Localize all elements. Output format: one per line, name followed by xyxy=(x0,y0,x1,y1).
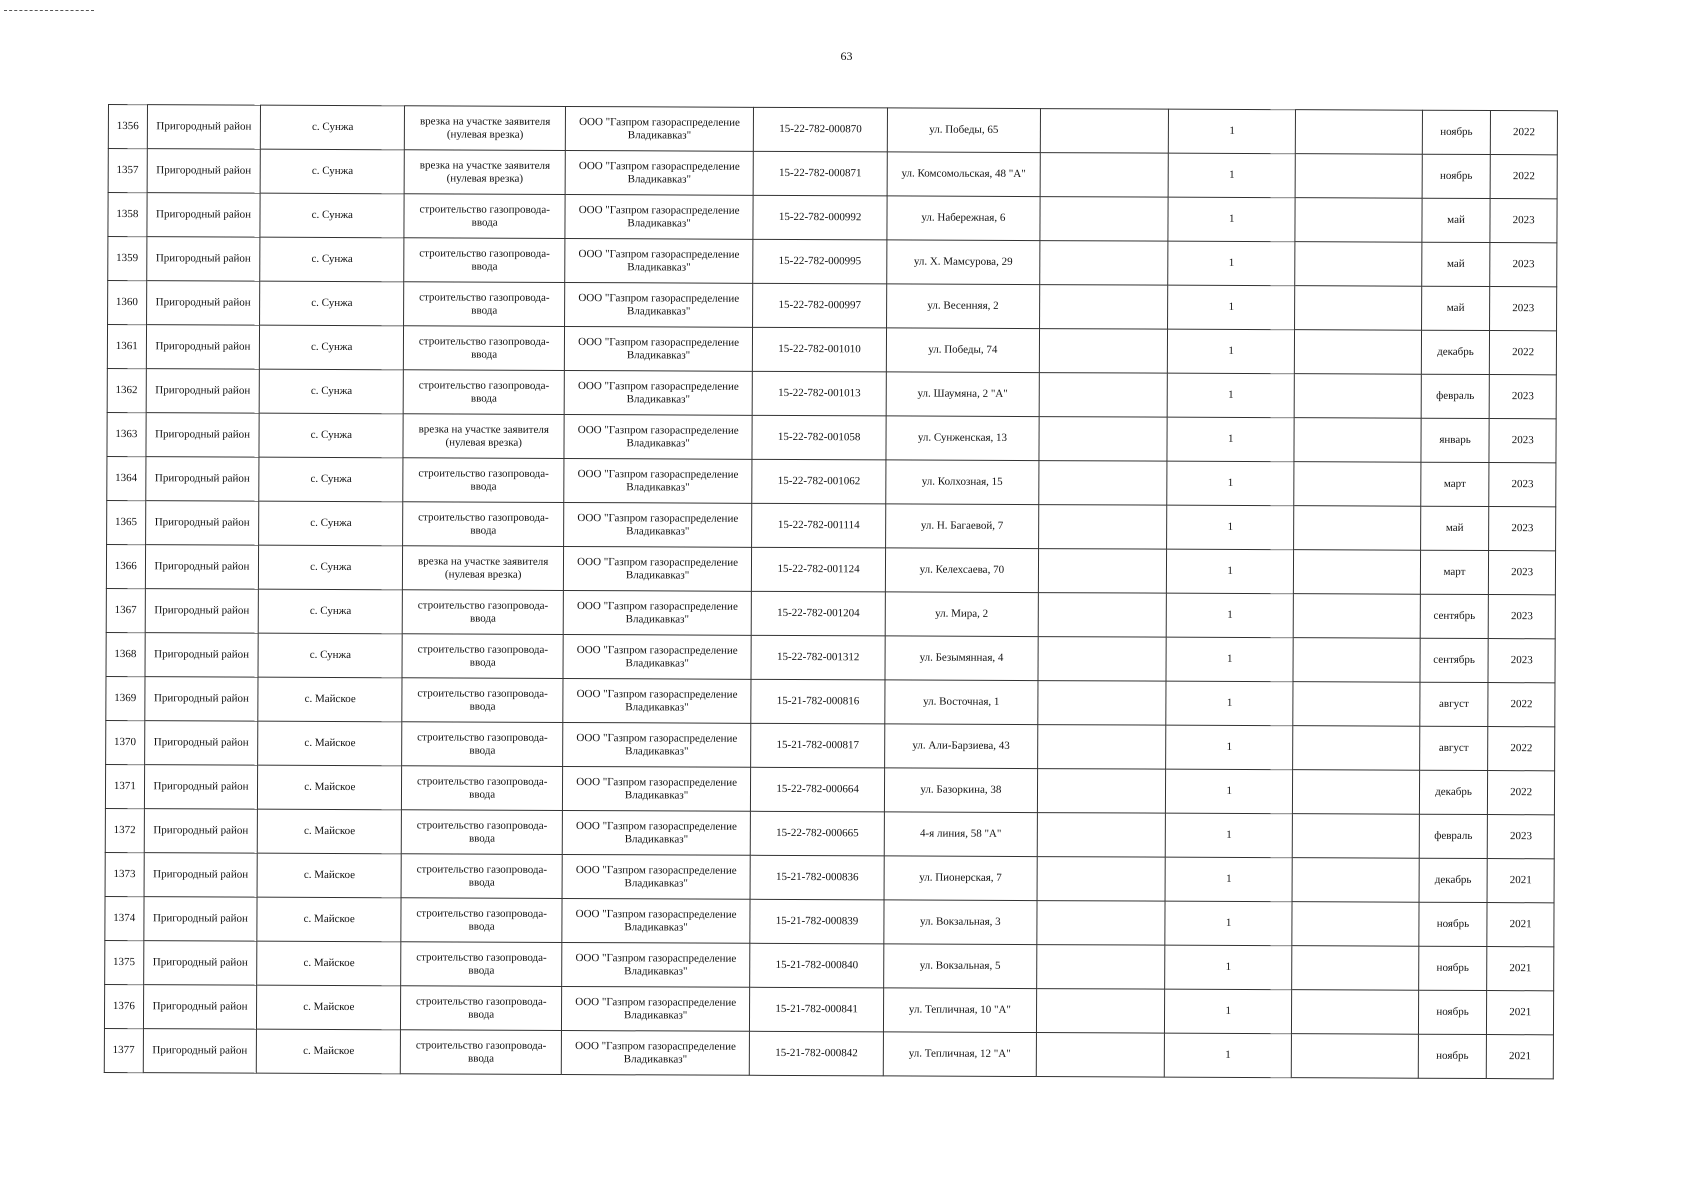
organization-cell: ООО "Газпром газораспределение Владикавказ" xyxy=(562,986,750,1031)
empty-cell xyxy=(1295,242,1422,287)
organization-cell: ООО "Газпром газораспределение Владикавказ" xyxy=(565,194,753,239)
organization-cell: ООО "Газпром газораспределение Владикавказ" xyxy=(564,502,752,547)
year-cell: 2023 xyxy=(1490,375,1557,419)
work-type-cell: строительство газопровода-ввода xyxy=(401,898,562,943)
work-type-cell: строительство газопровода-ввода xyxy=(402,722,563,767)
district-cell: Пригородный район xyxy=(147,193,261,237)
table-row xyxy=(104,1028,1553,1078)
month-cell: сентябрь xyxy=(1420,638,1489,682)
district-cell: Пригородный район xyxy=(146,413,260,457)
organization-cell: ООО "Газпром газораспределение Владикавказ" xyxy=(563,634,751,679)
district-cell: Пригородный район xyxy=(144,853,258,897)
work-type-cell: строительство газопровода-ввода xyxy=(402,634,563,679)
empty-cell xyxy=(1294,418,1421,463)
district-cell: Пригородный район xyxy=(147,149,261,193)
empty-cell xyxy=(1040,109,1169,154)
settlement-cell: с. Майское xyxy=(258,809,402,854)
district-cell: Пригородный район xyxy=(145,545,259,589)
application-code-cell: 15-22-782-001013 xyxy=(752,371,886,416)
table-row xyxy=(107,500,1556,550)
work-type-cell: строительство газопровода-ввода xyxy=(402,766,563,811)
year-cell: 2021 xyxy=(1487,947,1554,991)
quantity-cell: 1 xyxy=(1166,813,1293,858)
address-cell: ул. Мира, 2 xyxy=(885,592,1038,637)
organization-cell: ООО "Газпром газораспределение Владикавказ" xyxy=(563,678,751,723)
organization-cell: ООО "Газпром газораспределение Владикавказ" xyxy=(564,414,752,459)
row-number: 1373 xyxy=(105,852,144,896)
row-number: 1356 xyxy=(108,105,147,149)
month-cell: май xyxy=(1420,506,1489,550)
work-type-cell: врезка на участке заявителя (нулевая врезка) xyxy=(403,414,564,459)
empty-cell xyxy=(1291,1034,1418,1079)
organization-cell: ООО "Газпром газораспределение Владикавказ" xyxy=(562,898,750,943)
work-type-cell: врезка на участке заявителя (нулевая врезка) xyxy=(403,546,564,591)
work-type-cell: строительство газопровода-ввода xyxy=(403,458,564,503)
empty-cell xyxy=(1292,814,1419,859)
quantity-cell: 1 xyxy=(1165,1033,1292,1078)
work-type-cell: строительство газопровода-ввода xyxy=(402,590,563,635)
table-row xyxy=(107,325,1556,375)
year-cell: 2023 xyxy=(1490,199,1557,243)
settlement-cell: с. Майское xyxy=(258,765,402,810)
row-number: 1357 xyxy=(108,149,147,193)
month-cell: декабрь xyxy=(1419,770,1488,814)
district-cell: Пригородный район xyxy=(143,897,257,941)
address-cell: ул. Вокзальная, 5 xyxy=(884,944,1037,989)
year-cell: 2023 xyxy=(1489,551,1556,595)
month-cell: ноябрь xyxy=(1418,1034,1487,1078)
scan-corner-mark xyxy=(4,10,94,13)
row-number: 1374 xyxy=(105,896,144,940)
row-number: 1368 xyxy=(106,632,145,676)
organization-cell: ООО "Газпром газораспределение Владикавказ" xyxy=(562,810,750,855)
organization-cell: ООО "Газпром газораспределение Владикавказ" xyxy=(565,326,753,371)
table-row xyxy=(106,632,1555,682)
registry-table xyxy=(104,104,1558,1079)
empty-cell xyxy=(1037,681,1166,726)
settlement-cell: с. Майское xyxy=(257,1029,401,1074)
organization-cell: ООО "Газпром газораспределение Владикавказ" xyxy=(566,106,754,151)
empty-cell xyxy=(1295,286,1422,331)
application-code-cell: 15-21-782-000817 xyxy=(751,723,885,768)
year-cell: 2023 xyxy=(1488,815,1555,859)
district-cell: Пригородный район xyxy=(145,589,259,633)
month-cell: март xyxy=(1420,462,1489,506)
quantity-cell: 1 xyxy=(1165,945,1292,990)
settlement-cell: с. Сунжа xyxy=(260,369,404,414)
table-row xyxy=(108,149,1557,199)
month-cell: декабрь xyxy=(1419,858,1488,902)
row-number: 1370 xyxy=(106,720,145,764)
year-cell: 2023 xyxy=(1489,463,1556,507)
application-code-cell: 15-22-782-000997 xyxy=(753,283,887,328)
empty-cell xyxy=(1039,241,1168,286)
month-cell: май xyxy=(1421,286,1490,330)
work-type-cell: строительство газопровода-ввода xyxy=(401,986,562,1031)
table-row xyxy=(106,676,1555,726)
year-cell: 2022 xyxy=(1488,727,1555,771)
work-type-cell: строительство газопровода-ввода xyxy=(404,326,565,371)
district-cell: Пригородный район xyxy=(143,985,257,1029)
empty-cell xyxy=(1039,329,1168,374)
work-type-cell: строительство газопровода-ввода xyxy=(401,942,562,987)
quantity-cell: 1 xyxy=(1168,373,1295,418)
organization-cell: ООО "Газпром газораспределение Владикавказ" xyxy=(565,238,753,283)
month-cell: ноябрь xyxy=(1422,110,1491,154)
application-code-cell: 15-22-782-000870 xyxy=(753,107,887,152)
empty-cell xyxy=(1038,593,1167,638)
empty-cell xyxy=(1038,549,1167,594)
registry-table-wrapper xyxy=(104,104,1558,1079)
empty-cell xyxy=(1293,682,1420,727)
table-row xyxy=(108,237,1557,287)
address-cell: ул. Победы, 74 xyxy=(887,328,1040,373)
year-cell: 2023 xyxy=(1488,639,1555,683)
district-cell: Пригородный район xyxy=(144,809,258,853)
address-cell: ул. Н. Багаевой, 7 xyxy=(886,504,1039,549)
quantity-cell: 1 xyxy=(1166,725,1293,770)
month-cell: май xyxy=(1422,198,1491,242)
district-cell: Пригородный район xyxy=(147,105,261,149)
application-code-cell: 15-22-782-001124 xyxy=(751,547,885,592)
address-cell: ул. Весенняя, 2 xyxy=(887,284,1040,329)
organization-cell: ООО "Газпром газораспределение Владикавказ" xyxy=(563,766,751,811)
settlement-cell: с. Сунжа xyxy=(258,633,402,678)
empty-cell xyxy=(1036,945,1165,990)
organization-cell: ООО "Газпром газораспределение Владикавказ" xyxy=(561,1030,749,1075)
month-cell: август xyxy=(1419,726,1488,770)
quantity-cell: 1 xyxy=(1167,505,1294,550)
year-cell: 2023 xyxy=(1490,243,1557,287)
address-cell: ул. Восточная, 1 xyxy=(885,680,1038,725)
quantity-cell: 1 xyxy=(1166,681,1293,726)
application-code-cell: 15-22-782-000995 xyxy=(753,239,887,284)
table-row xyxy=(105,764,1554,814)
address-cell: ул. Безымянная, 4 xyxy=(885,636,1038,681)
quantity-cell: 1 xyxy=(1165,989,1292,1034)
work-type-cell: строительство газопровода-ввода xyxy=(403,502,564,547)
empty-cell xyxy=(1292,946,1419,991)
organization-cell: ООО "Газпром газораспределение Владикавказ" xyxy=(562,854,750,899)
year-cell: 2022 xyxy=(1490,155,1557,199)
row-number: 1364 xyxy=(107,456,146,500)
year-cell: 2023 xyxy=(1489,507,1556,551)
table-row xyxy=(108,193,1557,243)
quantity-cell: 1 xyxy=(1166,769,1293,814)
application-code-cell: 15-22-782-001058 xyxy=(752,415,886,460)
row-number: 1363 xyxy=(107,412,146,456)
empty-cell xyxy=(1295,154,1422,199)
month-cell: январь xyxy=(1421,418,1490,462)
district-cell: Пригородный район xyxy=(143,941,257,985)
work-type-cell: строительство газопровода-ввода xyxy=(404,282,565,327)
organization-cell: ООО "Газпром газораспределение Владикавказ" xyxy=(563,722,751,767)
row-number: 1377 xyxy=(104,1028,143,1072)
settlement-cell: с. Сунжа xyxy=(259,501,403,546)
district-cell: Пригородный район xyxy=(144,721,258,765)
empty-cell xyxy=(1039,285,1168,330)
empty-cell xyxy=(1293,726,1420,771)
organization-cell: ООО "Газпром газораспределение Владикавказ" xyxy=(564,546,752,591)
application-code-cell: 15-21-782-000842 xyxy=(749,1031,883,1076)
quantity-cell: 1 xyxy=(1168,153,1295,198)
month-cell: февраль xyxy=(1419,814,1488,858)
table-row xyxy=(107,368,1556,418)
empty-cell xyxy=(1295,198,1422,243)
empty-cell xyxy=(1292,902,1419,947)
settlement-cell: с. Майское xyxy=(257,897,401,942)
year-cell: 2022 xyxy=(1490,331,1557,375)
month-cell: ноябрь xyxy=(1422,154,1491,198)
application-code-cell: 15-22-782-000665 xyxy=(750,811,884,856)
settlement-cell: с. Сунжа xyxy=(259,457,403,502)
empty-cell xyxy=(1037,769,1166,814)
application-code-cell: 15-22-782-001312 xyxy=(751,635,885,680)
quantity-cell: 1 xyxy=(1167,417,1294,462)
quantity-cell: 1 xyxy=(1168,241,1295,286)
work-type-cell: строительство газопровода-ввода xyxy=(404,194,565,239)
table-row xyxy=(106,544,1555,594)
address-cell: ул. Х. Мамсурова, 29 xyxy=(887,240,1040,285)
row-number: 1371 xyxy=(105,764,144,808)
settlement-cell: с. Сунжа xyxy=(261,149,405,194)
application-code-cell: 15-21-782-000841 xyxy=(749,987,883,1032)
month-cell: сентябрь xyxy=(1420,594,1489,638)
application-code-cell: 15-21-782-000839 xyxy=(750,899,884,944)
address-cell: ул. Колхозная, 15 xyxy=(886,460,1039,505)
table-row xyxy=(105,940,1554,990)
month-cell: март xyxy=(1420,550,1489,594)
application-code-cell: 15-22-782-001062 xyxy=(752,459,886,504)
row-number: 1366 xyxy=(106,544,145,588)
settlement-cell: с. Сунжа xyxy=(260,325,404,370)
application-code-cell: 15-22-782-000664 xyxy=(750,767,884,812)
year-cell: 2022 xyxy=(1491,111,1558,155)
work-type-cell: врезка на участке заявителя (нулевая врезка) xyxy=(404,150,565,195)
row-number: 1375 xyxy=(105,940,144,984)
row-number: 1361 xyxy=(107,325,146,369)
work-type-cell: строительство газопровода-ввода xyxy=(404,238,565,283)
settlement-cell: с. Сунжа xyxy=(259,545,403,590)
empty-cell xyxy=(1036,989,1165,1034)
settlement-cell: с. Сунжа xyxy=(261,105,405,150)
settlement-cell: с. Майское xyxy=(257,853,401,898)
organization-cell: ООО "Газпром газораспределение Владикавказ" xyxy=(565,282,753,327)
organization-cell: ООО "Газпром газораспределение Владикавказ" xyxy=(564,370,752,415)
month-cell: ноябрь xyxy=(1418,946,1487,990)
table-row xyxy=(105,852,1554,902)
address-cell: 4-я линия, 58 "А" xyxy=(884,812,1037,857)
district-cell: Пригородный район xyxy=(145,501,259,545)
application-code-cell: 15-21-782-000816 xyxy=(751,679,885,724)
district-cell: Пригородный район xyxy=(143,1029,257,1073)
year-cell: 2022 xyxy=(1488,683,1555,727)
district-cell: Пригородный район xyxy=(145,457,259,501)
month-cell: декабрь xyxy=(1421,330,1490,374)
address-cell: ул. Победы, 65 xyxy=(887,108,1040,153)
organization-cell: ООО "Газпром газораспределение Владикавказ" xyxy=(562,942,750,987)
row-number: 1358 xyxy=(108,193,147,237)
district-cell: Пригородный район xyxy=(146,369,260,413)
empty-cell xyxy=(1037,857,1166,902)
work-type-cell: строительство газопровода-ввода xyxy=(400,1030,561,1075)
application-code-cell: 15-21-782-000840 xyxy=(750,943,884,988)
work-type-cell: строительство газопровода-ввода xyxy=(401,810,562,855)
empty-cell xyxy=(1037,725,1166,770)
month-cell: ноябрь xyxy=(1419,902,1488,946)
year-cell: 2021 xyxy=(1487,903,1554,947)
month-cell: май xyxy=(1421,242,1490,286)
empty-cell xyxy=(1295,110,1422,155)
organization-cell: ООО "Газпром газораспределение Владикавказ" xyxy=(564,458,752,503)
month-cell: август xyxy=(1419,682,1488,726)
address-cell: ул. Набережная, 6 xyxy=(887,196,1040,241)
quantity-cell: 1 xyxy=(1169,109,1296,154)
quantity-cell: 1 xyxy=(1167,549,1294,594)
year-cell: 2023 xyxy=(1489,419,1556,463)
table-row xyxy=(108,281,1557,331)
application-code-cell: 15-22-782-000871 xyxy=(753,151,887,196)
row-number: 1362 xyxy=(107,368,146,412)
empty-cell xyxy=(1291,990,1418,1035)
quantity-cell: 1 xyxy=(1165,857,1292,902)
address-cell: ул. Пионерская, 7 xyxy=(884,856,1037,901)
empty-cell xyxy=(1293,638,1420,683)
table-row xyxy=(107,456,1556,506)
row-number: 1369 xyxy=(106,676,145,720)
table-row xyxy=(104,984,1553,1034)
empty-cell xyxy=(1293,550,1420,595)
district-cell: Пригородный район xyxy=(146,325,260,369)
empty-cell xyxy=(1293,594,1420,639)
year-cell: 2023 xyxy=(1489,595,1556,639)
quantity-cell: 1 xyxy=(1168,285,1295,330)
empty-cell xyxy=(1040,197,1169,242)
page-number: 63 xyxy=(840,49,853,63)
month-cell: ноябрь xyxy=(1418,990,1487,1034)
row-number: 1367 xyxy=(106,588,145,632)
row-number: 1359 xyxy=(108,237,147,281)
table-row xyxy=(105,896,1554,946)
empty-cell xyxy=(1292,858,1419,903)
work-type-cell: строительство газопровода-ввода xyxy=(402,678,563,723)
year-cell: 2021 xyxy=(1487,859,1554,903)
quantity-cell: 1 xyxy=(1165,901,1292,946)
empty-cell xyxy=(1292,770,1419,815)
address-cell: ул. Тепличная, 12 "А" xyxy=(883,1032,1036,1077)
work-type-cell: врезка на участке заявителя (нулевая врезка) xyxy=(405,106,566,151)
table-row xyxy=(105,808,1554,858)
year-cell: 2022 xyxy=(1488,771,1555,815)
empty-cell xyxy=(1040,153,1169,198)
settlement-cell: с. Сунжа xyxy=(259,413,403,458)
row-number: 1365 xyxy=(107,500,146,544)
address-cell: ул. Келехсаева, 70 xyxy=(886,548,1039,593)
empty-cell xyxy=(1294,374,1421,419)
address-cell: ул. Базоркина, 38 xyxy=(885,768,1038,813)
row-number: 1372 xyxy=(105,808,144,852)
empty-cell xyxy=(1294,462,1421,507)
work-type-cell: строительство газопровода-ввода xyxy=(403,370,564,415)
organization-cell: ООО "Газпром газораспределение Владикавказ" xyxy=(563,590,751,635)
settlement-cell: с. Майское xyxy=(258,677,402,722)
year-cell: 2021 xyxy=(1487,1035,1554,1079)
registry-rows xyxy=(104,105,1557,1079)
row-number: 1360 xyxy=(108,281,147,325)
organization-cell: ООО "Газпром газораспределение Владикавказ" xyxy=(565,150,753,195)
district-cell: Пригородный район xyxy=(144,677,258,721)
settlement-cell: с. Майское xyxy=(258,721,402,766)
application-code-cell: 15-22-782-001010 xyxy=(752,327,886,372)
year-cell: 2023 xyxy=(1490,287,1557,331)
settlement-cell: с. Сунжа xyxy=(260,281,404,326)
district-cell: Пригородный район xyxy=(145,633,259,677)
quantity-cell: 1 xyxy=(1167,461,1294,506)
quantity-cell: 1 xyxy=(1168,329,1295,374)
table-row xyxy=(107,412,1556,462)
address-cell: ул. Сунженская, 13 xyxy=(886,416,1039,461)
quantity-cell: 1 xyxy=(1168,197,1295,242)
application-code-cell: 15-22-782-001204 xyxy=(751,591,885,636)
month-cell: февраль xyxy=(1421,374,1490,418)
application-code-cell: 15-21-782-000836 xyxy=(750,855,884,900)
table-row xyxy=(106,588,1555,638)
settlement-cell: с. Сунжа xyxy=(260,193,404,238)
settlement-cell: с. Сунжа xyxy=(260,237,404,282)
empty-cell xyxy=(1037,813,1166,858)
address-cell: ул. Комсомольская, 48 "А" xyxy=(887,152,1040,197)
settlement-cell: с. Сунжа xyxy=(259,589,403,634)
settlement-cell: с. Майское xyxy=(257,985,401,1030)
empty-cell xyxy=(1294,506,1421,551)
address-cell: ул. Шаумяна, 2 "А" xyxy=(886,372,1039,417)
empty-cell xyxy=(1038,461,1167,506)
empty-cell xyxy=(1039,417,1168,462)
address-cell: ул. Вокзальная, 3 xyxy=(884,900,1037,945)
address-cell: ул. Тепличная, 10 "А" xyxy=(884,988,1037,1033)
quantity-cell: 1 xyxy=(1167,593,1294,638)
application-code-cell: 15-22-782-001114 xyxy=(752,503,886,548)
empty-cell xyxy=(1039,373,1168,418)
empty-cell xyxy=(1036,901,1165,946)
empty-cell xyxy=(1294,330,1421,375)
application-code-cell: 15-22-782-000992 xyxy=(753,195,887,240)
address-cell: ул. Али-Барзиева, 43 xyxy=(885,724,1038,769)
settlement-cell: с. Майское xyxy=(257,941,401,986)
table-row xyxy=(108,105,1557,155)
empty-cell xyxy=(1036,1033,1165,1078)
row-number: 1376 xyxy=(104,984,143,1028)
empty-cell xyxy=(1038,505,1167,550)
district-cell: Пригородный район xyxy=(146,281,260,325)
district-cell: Пригородный район xyxy=(144,765,258,809)
table-row xyxy=(106,720,1555,770)
district-cell: Пригородный район xyxy=(146,237,260,281)
work-type-cell: строительство газопровода-ввода xyxy=(401,854,562,899)
year-cell: 2021 xyxy=(1487,991,1554,1035)
empty-cell xyxy=(1038,637,1167,682)
quantity-cell: 1 xyxy=(1166,637,1293,682)
